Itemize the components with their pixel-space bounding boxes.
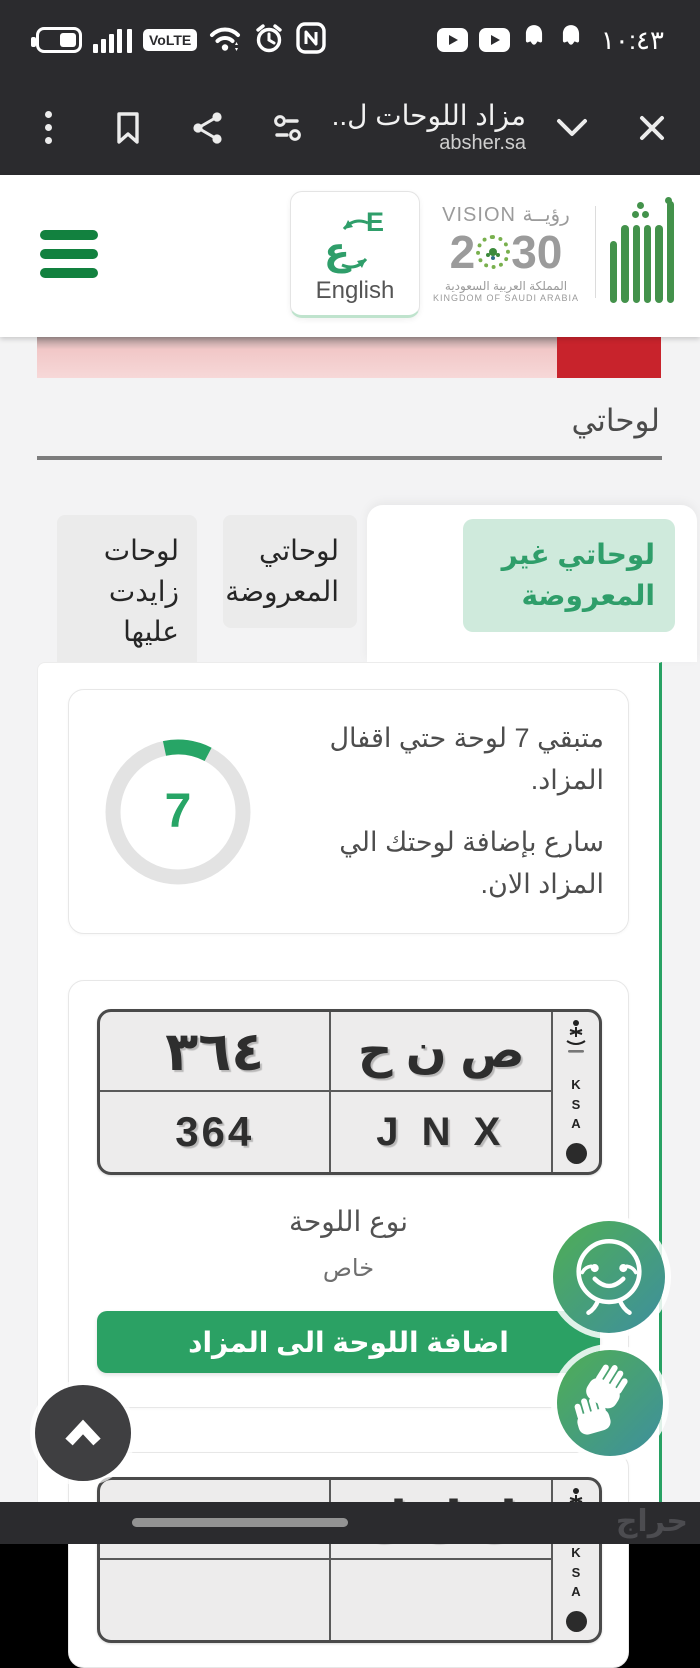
plate-type-label: نوع اللوحة <box>288 1206 409 1238</box>
auction-cta-text: سارع بإضافة لوحتك الي المزاد الان. <box>339 826 604 899</box>
status-left-icons <box>36 22 326 59</box>
add-plate-to-auction-button[interactable]: اضافة اللوحة الى المزاد <box>97 1311 600 1373</box>
plate-dot <box>566 1611 587 1632</box>
scroll-to-top-button[interactable] <box>35 1385 131 1481</box>
page-title: مزاد اللوحات ل.. <box>331 99 526 131</box>
tab-label: لوحاتي المعروضة <box>225 535 339 607</box>
site-header <box>0 175 700 337</box>
vision-emblem-icon <box>476 235 510 269</box>
youtube-icon <box>479 28 510 52</box>
plate-dot <box>566 1143 587 1164</box>
chatbot-face-icon <box>559 1227 659 1327</box>
volte-badge: VoLTE <box>143 29 197 51</box>
gesture-pill[interactable] <box>132 1518 348 1527</box>
tab-label: لوحاتي غير المعروضة <box>501 539 655 611</box>
clock-time: ١٠:٤٣ <box>600 24 664 55</box>
tab-my-unlisted-plates[interactable] <box>367 505 697 662</box>
youtube-icon <box>437 28 468 52</box>
alarm-icon <box>253 22 285 59</box>
heading-divider <box>37 456 662 460</box>
plate-latin-letters: J N X <box>376 1109 507 1154</box>
auction-remaining-text: متبقي 7 لوحة حتي اقفال المزاد. <box>329 723 604 795</box>
plate-type-value: خاص <box>322 1255 375 1283</box>
status-bar <box>0 0 700 80</box>
saudi-emblem-icon <box>564 1019 588 1065</box>
plate-ksa-label: KSA <box>571 1545 581 1600</box>
hamburger-menu-icon[interactable] <box>40 230 98 278</box>
browser-toolbar <box>0 80 700 175</box>
system-nav-bar <box>0 1502 700 1544</box>
logo-divider <box>595 206 596 298</box>
sign-language-hands-icon <box>567 1360 653 1446</box>
bookmark-icon[interactable] <box>106 106 150 150</box>
chevron-down-icon[interactable] <box>550 106 594 150</box>
auction-status-card <box>68 689 629 934</box>
plate-card <box>68 980 629 1408</box>
chatbot-fab[interactable] <box>553 1221 665 1333</box>
page-domain: absher.sa <box>439 132 526 155</box>
plate-arabic-letters: ص ن ح <box>331 1012 551 1092</box>
license-plate <box>97 1009 602 1175</box>
language-swap-icon: ع E <box>324 207 384 273</box>
plates-tabs <box>0 505 697 669</box>
language-button-label: English <box>315 277 395 304</box>
menu-dots-icon[interactable] <box>26 106 70 150</box>
tune-icon[interactable] <box>266 106 310 150</box>
plate-ksa-strip <box>553 1012 599 1172</box>
alert-banner-clipped <box>37 337 661 378</box>
language-switch-button[interactable] <box>290 191 420 318</box>
haraj-watermark: حراج <box>615 1505 688 1538</box>
plate-arabic-numbers: ٣٦٤ <box>100 1012 329 1092</box>
snapchat-icon <box>521 24 547 57</box>
tab-my-listed-plates[interactable] <box>223 515 357 628</box>
plate-ksa-label: KSA <box>571 1077 581 1132</box>
page-heading: لوحاتي <box>571 403 660 438</box>
chevron-up-icon <box>61 1418 105 1448</box>
tab-plates-bid-on[interactable] <box>57 515 197 669</box>
vision-2030-logo: VISION رؤيــة 2 30 المملكة العربية السعودية KINGDOM OF SAUDI ARABIA <box>432 203 580 303</box>
absher-logo <box>610 197 674 307</box>
auction-progress-donut <box>93 727 263 897</box>
page-title-block[interactable] <box>310 100 540 155</box>
battery-icon <box>36 27 82 53</box>
next-plate-card <box>68 1452 629 1668</box>
tab-label: لوحات زايدت عليها <box>103 535 179 648</box>
nfc-icon <box>296 22 326 59</box>
alert-banner-red-block <box>557 337 661 378</box>
signal-icon <box>93 27 132 53</box>
share-icon[interactable] <box>186 106 230 150</box>
plate-latin-numbers: 364 <box>175 1108 255 1156</box>
auction-status-text <box>273 718 604 905</box>
header-logos <box>431 197 674 307</box>
sign-language-fab[interactable] <box>557 1350 663 1456</box>
snapchat-icon <box>558 24 584 57</box>
auction-remaining-count: 7 <box>164 785 192 839</box>
close-icon[interactable] <box>630 106 674 150</box>
wifi-icon <box>208 23 242 58</box>
status-right-icons <box>437 24 664 57</box>
